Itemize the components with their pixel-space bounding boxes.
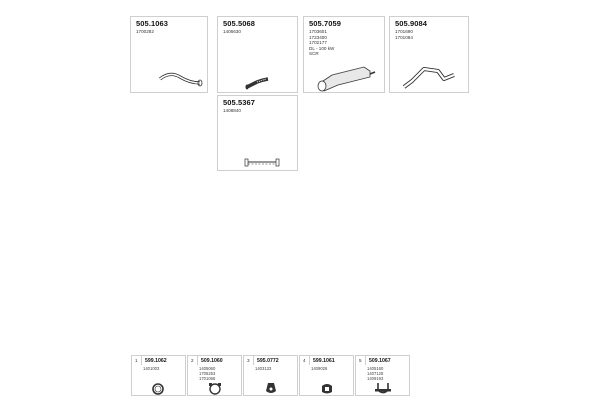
divider	[253, 356, 254, 365]
part-refs: 1703601 1723400 1702177 DL - 100 kW SCR	[309, 29, 335, 57]
part-refs: 1406630	[223, 29, 241, 34]
accessory-number: 3	[247, 358, 250, 363]
u-clamp-icon	[356, 380, 411, 396]
clip-icon	[300, 380, 355, 396]
part-refs: 1701690 1701084	[395, 29, 413, 40]
part-code: 505.9084	[395, 19, 428, 28]
accessory-number: 5	[359, 358, 362, 363]
accessory-refs: 1401003	[143, 366, 160, 371]
accessory-code: 595.0772	[257, 358, 279, 364]
bracket-icon	[242, 156, 282, 168]
clamp-band-icon	[188, 380, 243, 396]
divider	[365, 356, 366, 365]
part-card-3[interactable]	[303, 16, 385, 93]
accessory-card-1[interactable]	[131, 355, 186, 396]
part-code: 505.7059	[309, 19, 342, 28]
accessory-card-4[interactable]	[299, 355, 354, 396]
part-card-1[interactable]	[130, 16, 208, 93]
accessory-refs: 1405060 1706253 1701066	[199, 366, 216, 381]
part-refs: 1700282	[136, 29, 154, 34]
accessory-number: 2	[191, 358, 194, 363]
part-code: 505.5367	[223, 98, 256, 107]
accessory-code: 509.1067	[369, 358, 391, 364]
muffler-icon	[312, 61, 376, 93]
part-code: 505.5068	[223, 19, 256, 28]
divider	[141, 356, 142, 365]
accessory-refs: 1409026	[311, 366, 328, 371]
part-card-2[interactable]	[217, 16, 298, 93]
accessory-code: 509.1060	[201, 358, 223, 364]
part-card-5[interactable]	[217, 95, 298, 171]
bent-pipe-icon	[398, 59, 458, 93]
accessory-code: 599.1061	[313, 358, 335, 364]
part-refs: 1408840	[223, 108, 241, 113]
accessory-card-2[interactable]	[187, 355, 242, 396]
accessory-card-3[interactable]	[243, 355, 298, 396]
part-code: 505.1063	[136, 19, 169, 28]
accessory-card-5[interactable]	[355, 355, 410, 396]
clamp-ring-icon	[132, 380, 187, 396]
accessory-number: 4	[303, 358, 306, 363]
accessory-refs: 1405160 1407128 1409193	[367, 366, 384, 381]
divider	[197, 356, 198, 365]
flex-pipe-icon	[244, 75, 274, 91]
hanger-icon	[244, 380, 299, 396]
part-card-4[interactable]	[389, 16, 469, 93]
divider	[309, 356, 310, 365]
accessory-code: 599.1062	[145, 358, 167, 364]
accessory-refs: 1403133	[255, 366, 272, 371]
tail-pipe-icon	[156, 69, 206, 91]
accessory-number: 1	[135, 358, 138, 363]
